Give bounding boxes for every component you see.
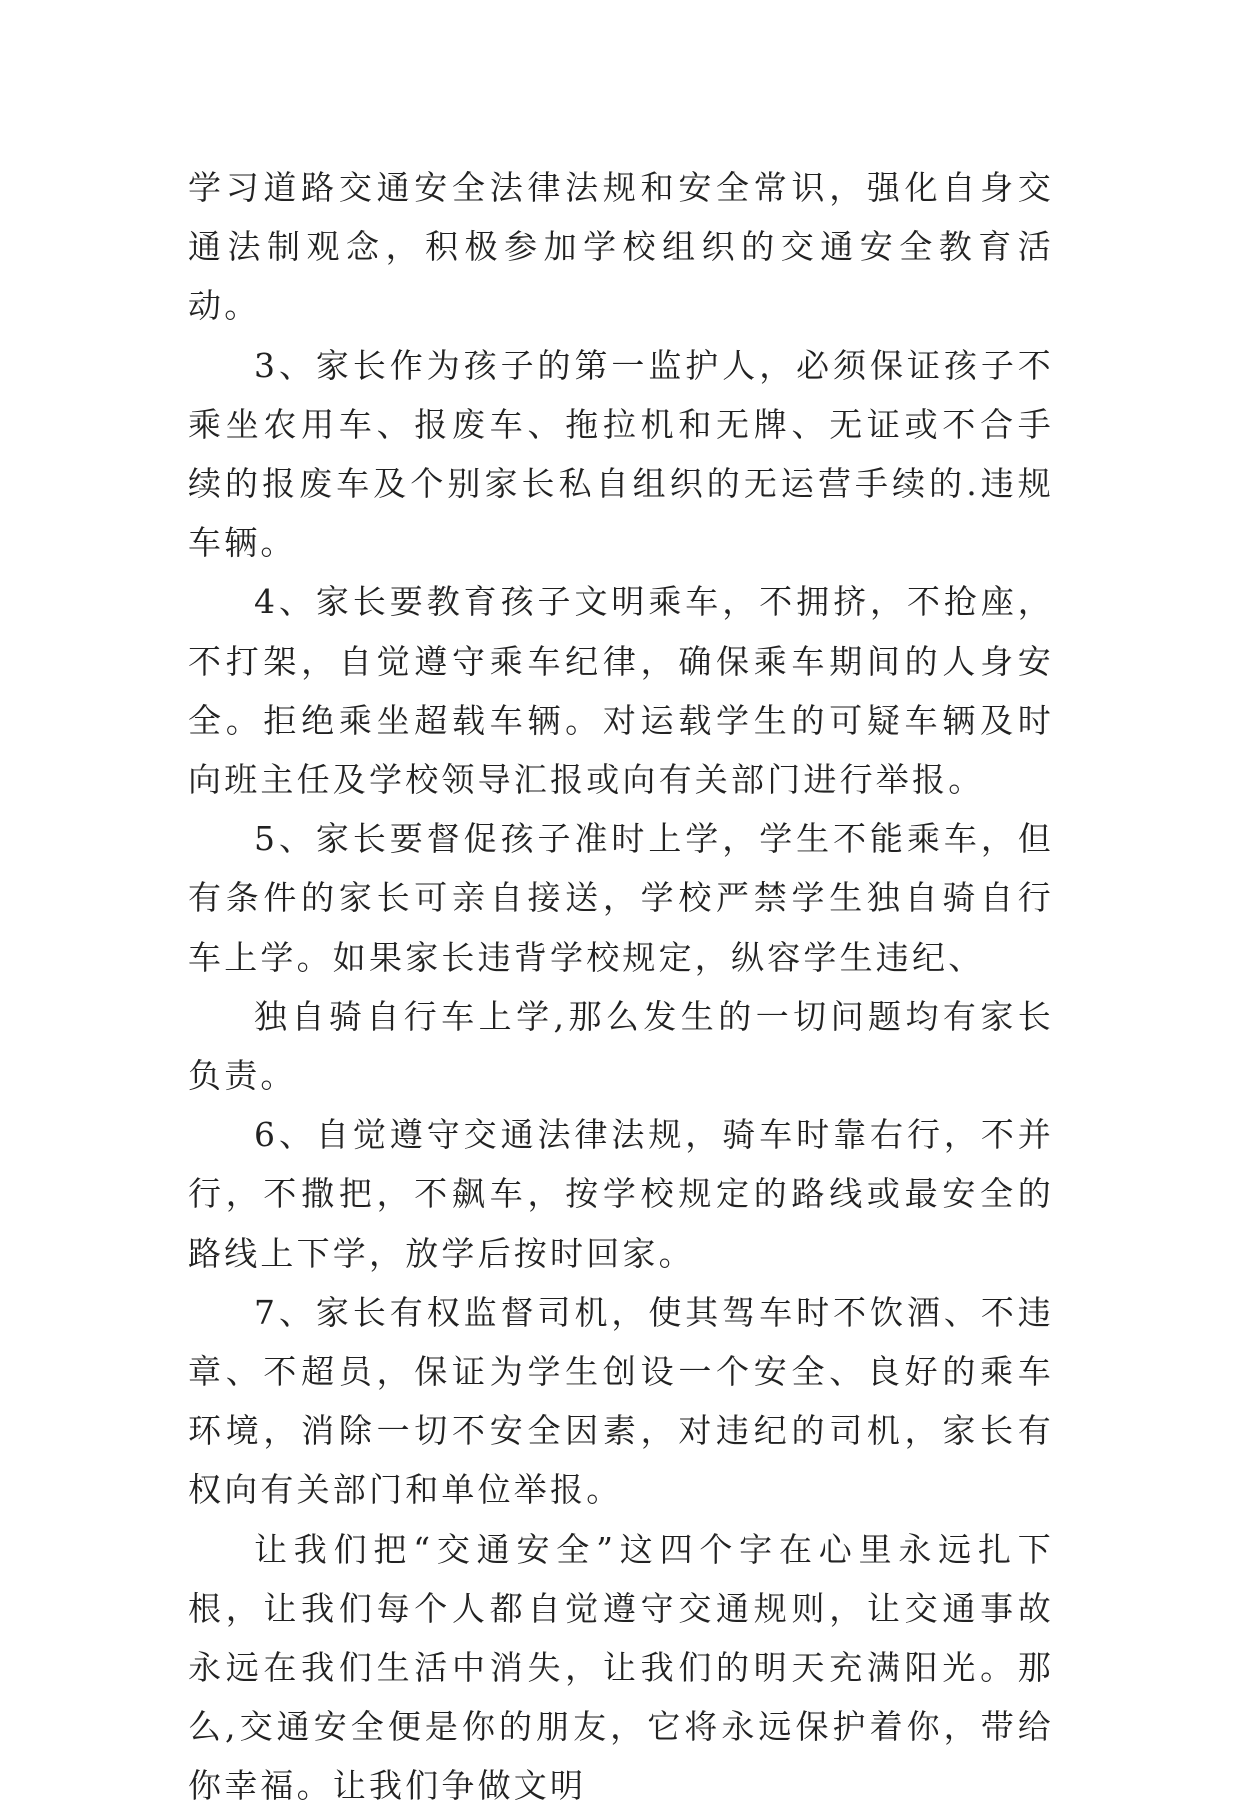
paragraph-item-5-continued: 独自骑自行车上学,那么发生的一切问题均有家长负责。 (188, 996, 1054, 1096)
paragraph-closing: 让我们把“交通安全”这四个字在心里永远扎下根，让我们每个人都自觉遵守交通规则，让交通事故永远在我们生活中消失，让我们的明天充满阳光。那么,交通安全便是你的朋友，它将永远保护着你，带给你幸福。让我们争做文明 (188, 1529, 1054, 1806)
paragraph-continuation: 学习道路交通安全法律法规和安全常识，强化自身交通法制观念，积极参加学校组织的交通安全教育活动。 (188, 168, 1054, 326)
paragraph-item-7: 7、家长有权监督司机，使其驾车时不饮酒、不违章、不超员，保证为学生创设一个安全、良好的乘车环境，消除一切不安全因素，对违纪的司机，家长有权向有关部门和单位举报。 (188, 1292, 1054, 1510)
paragraph-item-5: 5、家长要督促孩子准时上学，学生不能乘车，但有条件的家长可亲自接送，学校严禁学生独自骑自行车上学。如果家长违背学校规定，纵容学生违纪、 (188, 819, 1054, 977)
paragraph-item-4: 4、家长要教育孩子文明乘车，不拥挤，不抢座，不打架，自觉遵守乘车纪律，确保乘车期间的人身安全。拒绝乘坐超载车辆。对运载学生的可疑车辆及时向班主任及学校领导汇报或向有关部门进行举报。 (188, 582, 1054, 800)
paragraph-item-6: 6、自觉遵守交通法律法规，骑车时靠右行，不并行，不撒把，不飙车，按学校规定的路线或最安全的路线上下学，放学后按时回家。 (188, 1115, 1054, 1273)
document-body (188, 158, 1054, 1816)
paragraph-item-3: 3、家长作为孩子的第一监护人，必须保证孩子不乘坐农用车、报废车、拖拉机和无牌、无证或不合手续的报废车及个别家长私自组织的无运营手续的.违规车辆。 (188, 345, 1054, 563)
